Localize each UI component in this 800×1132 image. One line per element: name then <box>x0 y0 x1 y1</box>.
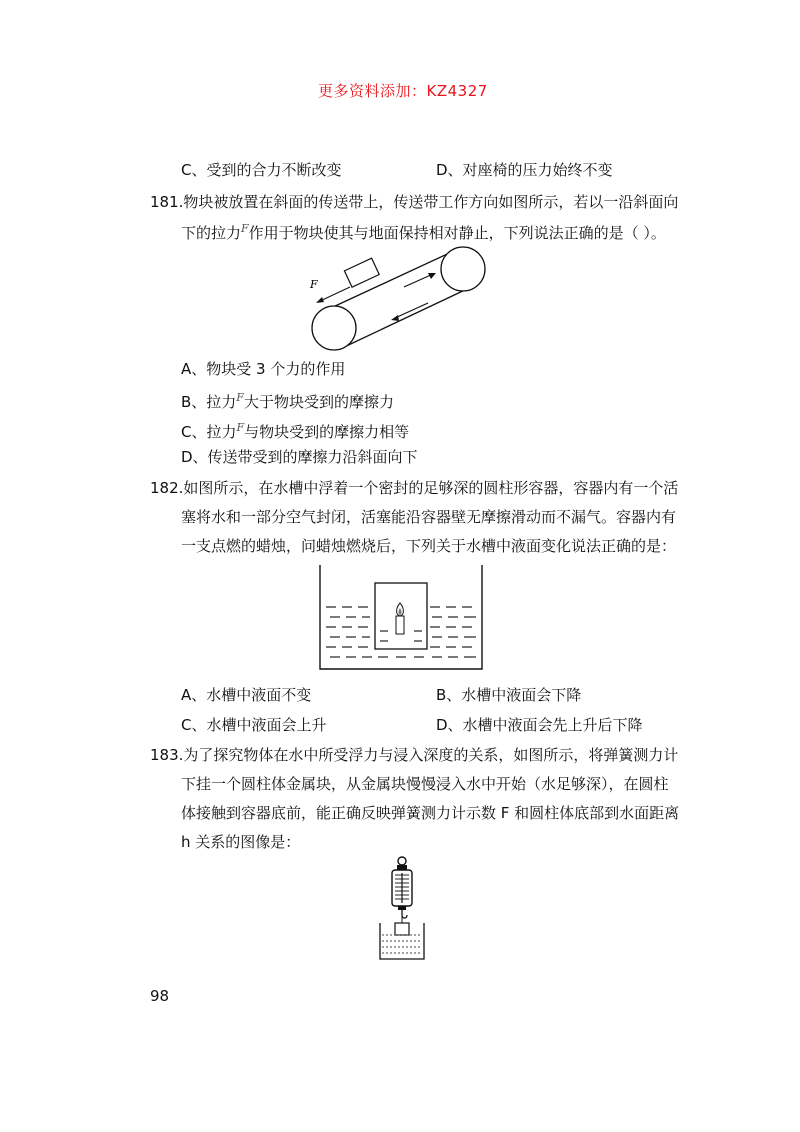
candle <box>396 616 404 634</box>
q181-option-c-post: 与物块受到的摩擦力相等 <box>244 423 410 441</box>
q182-option-a: A、水槽中液面不变 <box>181 686 312 704</box>
q181-option-b-post: 大于物块受到的摩擦力 <box>243 393 394 411</box>
q181-option-c-pre: C、拉力 <box>181 423 237 441</box>
top-roller <box>441 247 485 291</box>
q183-stem-line4: h 关系的图像是： <box>181 833 301 851</box>
q182-option-d: D、水槽中液面会先上升后下降 <box>436 716 643 734</box>
q183-stem-line3: 体接触到容器底前，能正确反映弹簧测力计示数 F 和圆柱体底部到水面距离 <box>181 804 680 822</box>
q183-stem-line1: 183.为了探究物体在水中所受浮力与浸入深度的关系，如图所示，将弹簧测力计 <box>150 746 679 764</box>
q180-option-d: D、对座椅的压力始终不变 <box>436 161 613 179</box>
q182-option-b: B、水槽中液面会下降 <box>436 686 582 704</box>
q181-stem-line1: 181.物块被放置在斜面的传送带上，传送带工作方向如图所示，若以一沿斜面向 <box>150 193 679 211</box>
q182-option-c: C、水槽中液面会上升 <box>181 716 327 734</box>
q180-option-c: C、受到的合力不断改变 <box>181 161 342 179</box>
scale-ring <box>398 857 406 865</box>
q181-stem-post: 作用于物块使其与地面保持相对静止，下列说法正确的是（ ）。 <box>248 224 666 242</box>
hook-icon <box>402 910 407 918</box>
q181-option-d: D、传送带受到的摩擦力沿斜面向下 <box>181 448 418 466</box>
conveyor-belt-figure <box>300 245 495 355</box>
q181-option-c <box>181 418 409 442</box>
belt-direction-up-arrow <box>404 274 433 287</box>
water-tank-figure <box>318 563 484 673</box>
bottom-roller <box>312 306 356 350</box>
force-symbol: F <box>241 222 249 235</box>
q181-stem-pre: 下的拉力 <box>181 224 242 242</box>
page-number: 98 <box>150 987 170 1005</box>
force-symbol: F <box>236 421 245 434</box>
metal-cylinder <box>395 923 409 935</box>
q181-stem-line2 <box>181 219 666 243</box>
header-contact: 更多资料添加：KZ4327 <box>318 82 488 100</box>
block <box>344 258 379 287</box>
force-symbol: F <box>236 391 244 404</box>
q182-stem-line2: 塞将水和一部分空气封闭，活塞能沿容器壁无摩擦滑动而不漏气。容器内有 <box>181 508 677 526</box>
q181-option-b-pre: B、拉力 <box>181 393 237 411</box>
spring-scale-figure <box>376 855 428 961</box>
q182-stem-line1: 182.如图所示，在水槽中浮着一个密封的足够深的圆柱形容器，容器内有一个活 <box>150 479 679 497</box>
force-label: F <box>310 278 318 291</box>
q183-stem-line2: 下挂一个圆柱体金属块，从金属块慢慢浸入水中开始（水足够深），在圆柱 <box>181 775 669 793</box>
q182-stem-line3: 一支点燃的蜡烛，问蜡烛燃烧后，下列关于水槽中液面变化说法正确的是： <box>181 537 677 555</box>
q181-option-b <box>181 388 394 412</box>
q181-option-a: A、物块受 3 个力的作用 <box>181 360 346 378</box>
